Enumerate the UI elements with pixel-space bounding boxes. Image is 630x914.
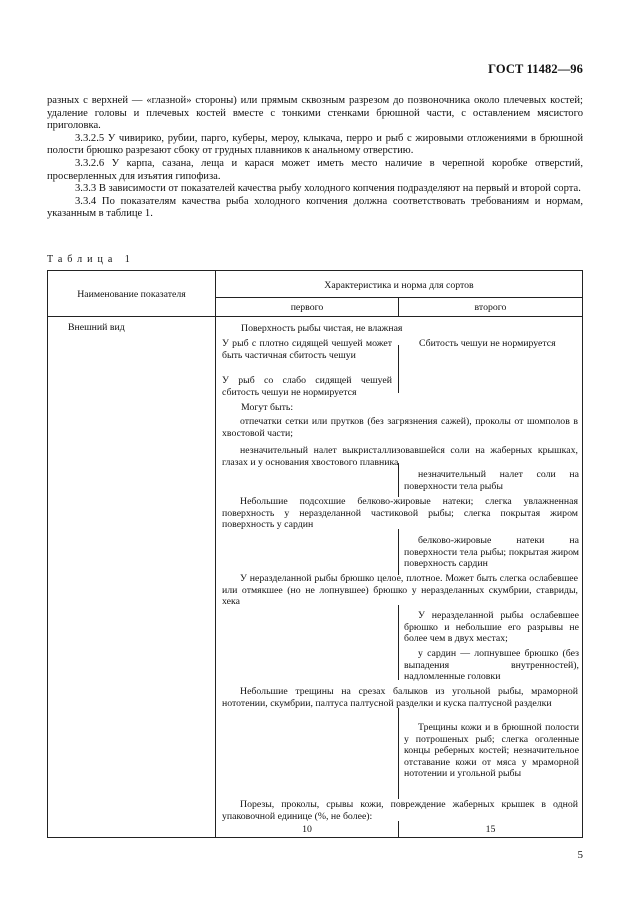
grade-split <box>398 345 399 393</box>
grade-split <box>398 605 399 680</box>
paragraph-3-3-2-6: 3.3.2.6 У карпа, сазана, леща и карася может иметь место наличие в черепной коробке отверстий, просверленных для изъятия гипофиза. <box>47 157 583 182</box>
header-bottom-line <box>48 316 582 317</box>
row-text: Небольшие трещины на срезах балыков из угольной рыбы, мраморной нототении, скумбрии, палтуса палтусной разделки и куска палтусной разделки <box>222 686 578 709</box>
grade-split <box>398 708 399 799</box>
header-characteristic: Характеристика и норма для сортов <box>324 280 474 291</box>
grade-split <box>398 529 399 575</box>
row-text: незначительный налет соли на поверхности тела рыбы <box>404 469 579 492</box>
paragraph-3-3-3: 3.3.3 В зависимости от показателей качества рыбу холодного копчения подразделяют на первый и второй сорта. <box>75 183 581 195</box>
paragraph-3-3-4: 3.3.4 По показателям качества рыба холодного копчения должна соответствовать требованиям и нормам, указанным в таблице 1. <box>47 195 583 220</box>
row-text: У рыб с плотно сидящей чешуей может быть частичная сбитость чешуи <box>222 338 392 361</box>
col-divider <box>215 271 216 837</box>
indicator-name: Внешний вид <box>68 322 125 333</box>
row-text: Сбитость чешуи не нормируется <box>419 338 556 349</box>
value-second-grade: 15 <box>485 824 496 835</box>
row-text: У неразделанной рыбы ослабевшее брюшко и небольшие его разрывы не более чем в двух местах; <box>404 610 579 645</box>
header-indicator: Наименование показателя <box>77 289 186 300</box>
row-text: Могут быть: <box>241 402 294 413</box>
row-text: белково-жировые натеки на поверхности тела рыбы; покрытая жиром поверхность сардин <box>404 535 579 570</box>
paragraph-3-3-2-5: 3.3.2.5 У чивирико, рубии, парго, куберы, мероу, клыкача, перро и рыб с жировыми отложениями в брюшной полости брюшко разрезают сбоку от грудных плавников к анальному отверстию. <box>47 132 583 157</box>
body-text <box>47 95 583 221</box>
row-text: Трещины кожи и в брюшной полости у потрошеных рыб; слегка оголенные концы реберных костей; незначительное отставание кожи от мяса у мраморной нототении и угольной рыбы <box>404 722 579 780</box>
row-text: Поверхность рыбы чистая, не влажная <box>241 323 403 334</box>
row-text: отпечатки сетки или прутков (без загрязнения сажей), проколы от шомполов в хвостовой части; <box>222 416 578 439</box>
table-caption: Таблица 1 <box>47 254 135 265</box>
row-text: У рыб со слабо сидящей чешуей сбитость чешуи не нормируется <box>222 375 392 398</box>
header-second-grade: второго <box>474 302 507 313</box>
row-text: Порезы, проколы, срывы кожи, повреждение жаберных крышек в одной упаковочной единице (%, не более): <box>222 799 578 822</box>
page-number: 5 <box>577 849 583 861</box>
row-text: незначительный налет выкристаллизовавшейся соли на жаберных крышках, глазах и у основания хвостового плавника <box>222 445 578 468</box>
row-text: У неразделанной рыбы брюшко целое, плотное. Может быть слегка ослабевшее или отмякшее (но не лопнувшее) брюшко у неразделанных скумбрии, ставриды, хека <box>222 573 578 608</box>
value-first-grade: 10 <box>302 824 312 835</box>
row-text: Небольшие подсохшие белково-жировые натеки; слегка увлажненная поверхность у неразделанной частиковой рыбы; слегка покрытая жиром поверхность у сардин <box>222 496 578 531</box>
document-header: ГОСТ 11482—96 <box>488 62 583 76</box>
header-first-grade: первого <box>290 302 324 313</box>
quality-table <box>47 270 583 838</box>
paragraph: разных с верхней — «глазной» стороны) или прямым сквозным разрезом до позвоночника около плечевых костей; удаление головы и плечевых костей вместе с тонкими стенками брюшной части, с оставлением мясистого приголовка. <box>47 95 583 132</box>
row-text: у сардин — лопнувшее брюшко (без выпадения внутренностей), надломленные головки <box>404 648 579 683</box>
